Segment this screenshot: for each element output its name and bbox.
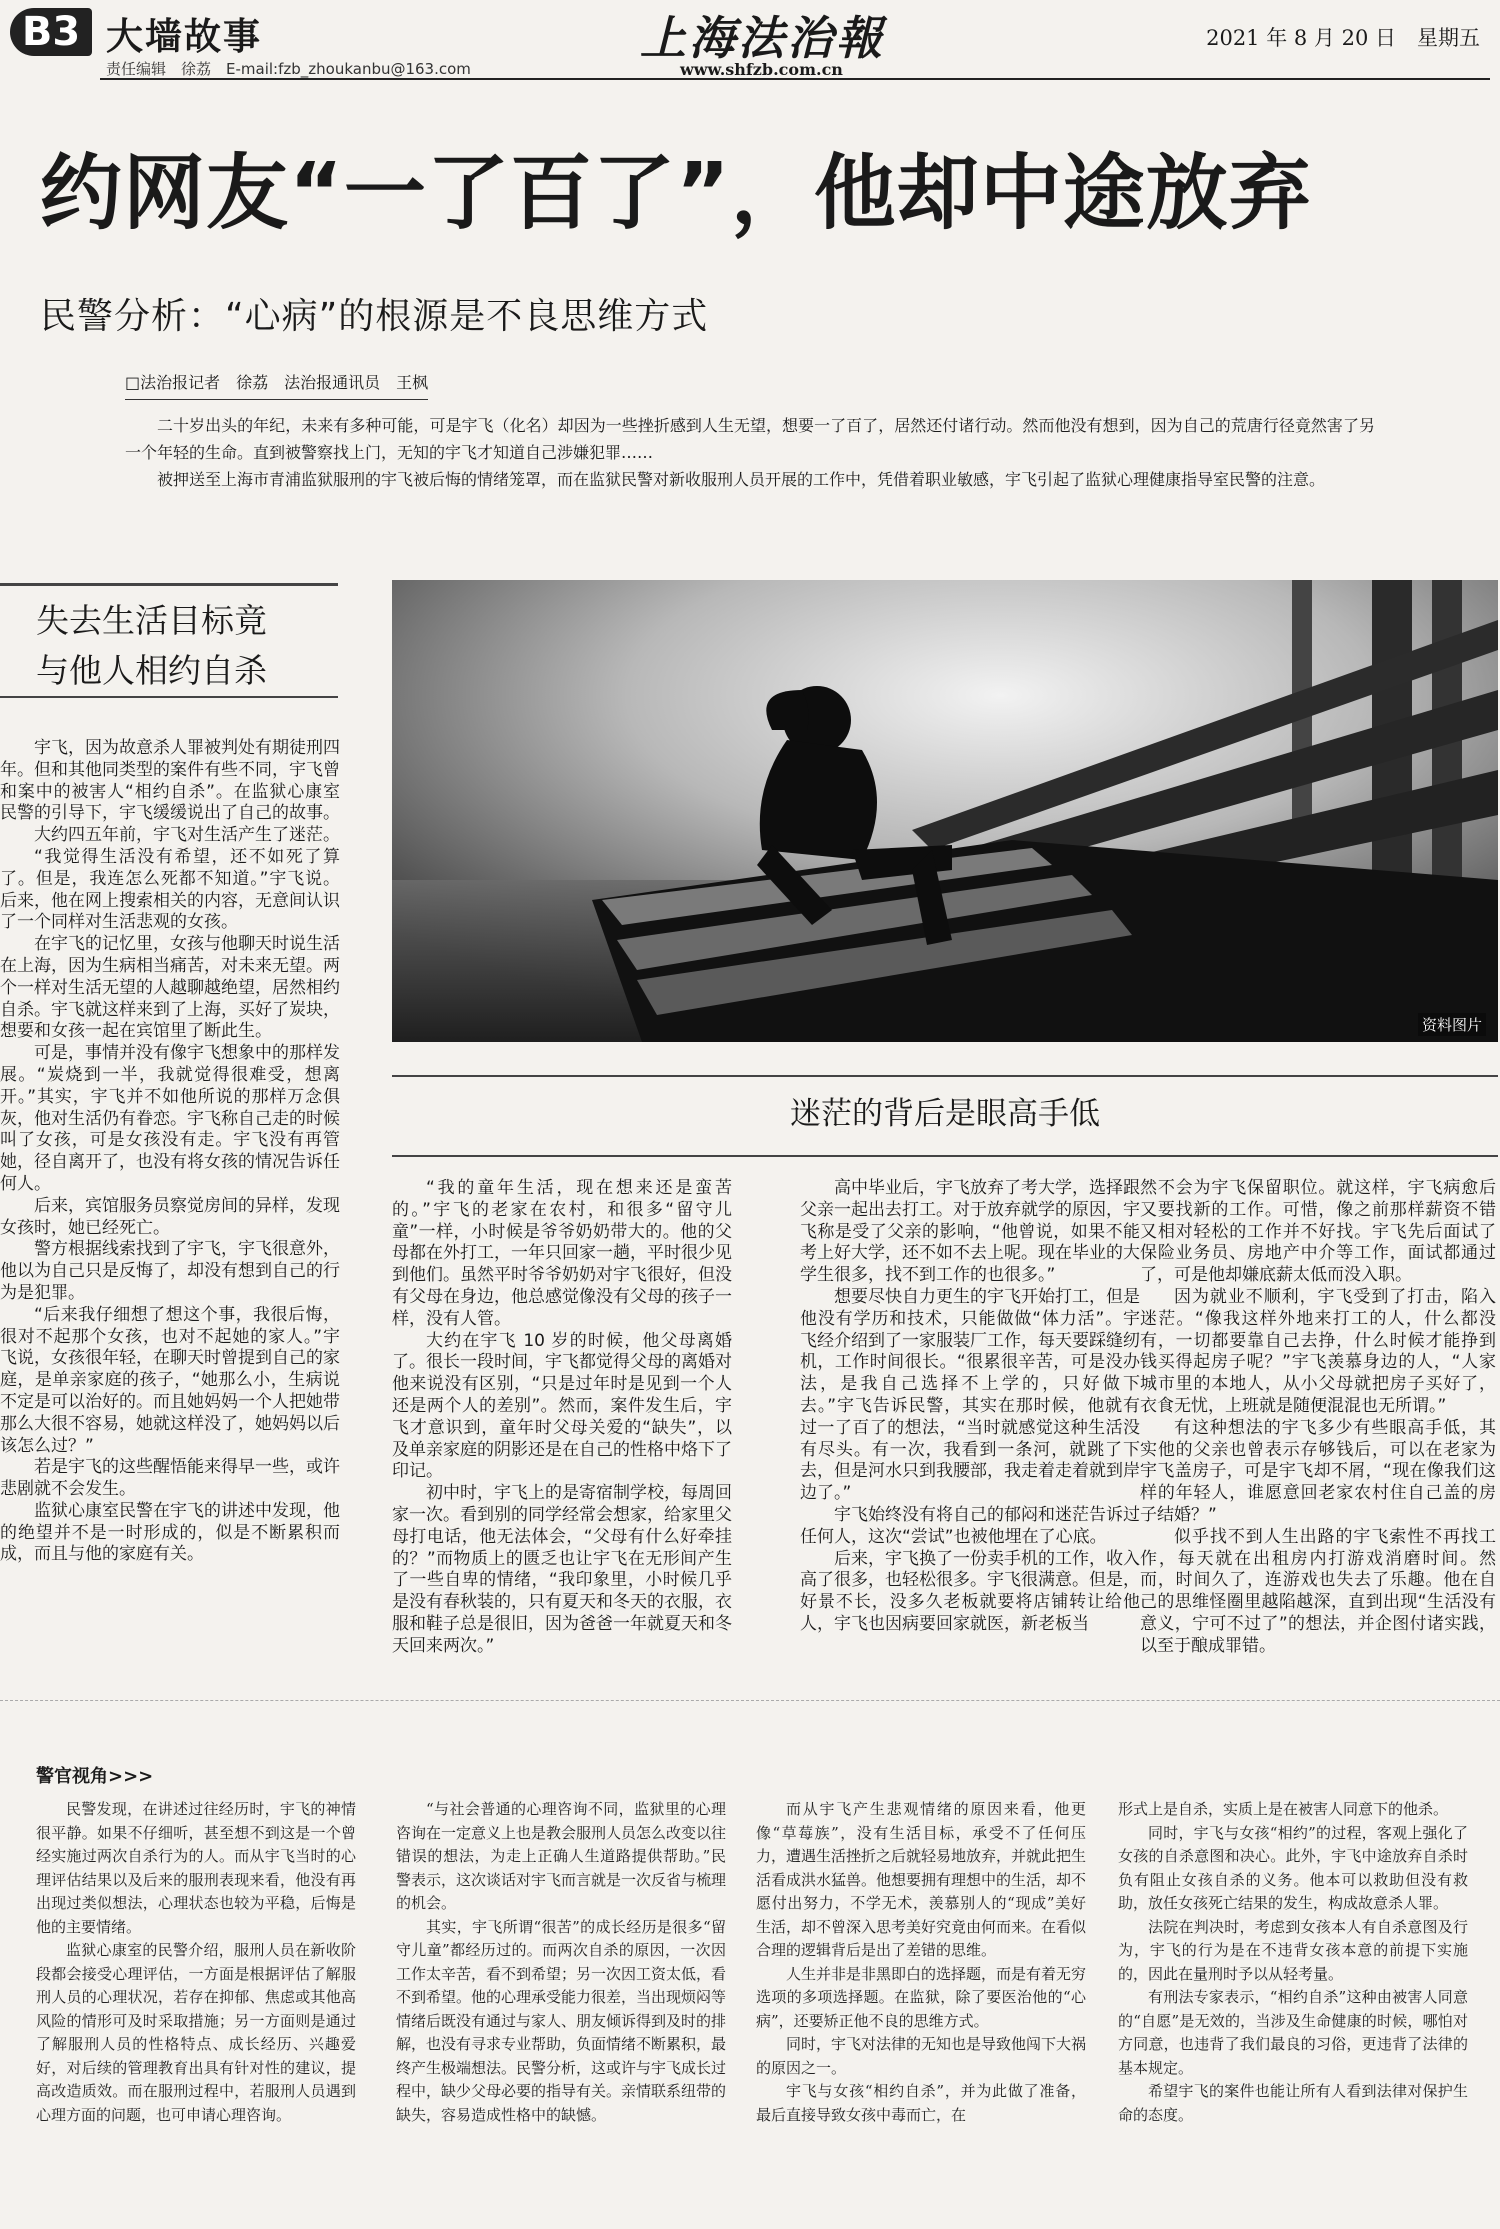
article-subhead: 民警分析：“心病”的根源是不良思维方式 (40, 296, 709, 337)
body-paragraph: 可是，事情并没有像宇飞想象中的那样发展。“炭烧到一半，我就觉得很难受，想离开。”其实，宇飞并不如他所说的那样万念俱灰，他对生活仍有眷恋。宇飞称自己走的时候叫了女孩，可是女孩没有走。宇飞没有再管她，径自离开了，也没有将女孩的情况告诉任何人。 (0, 1043, 340, 1194)
body-paragraph: “我的童年生活，现在想来还是蛮苦的。”宇飞的老家在农村，和很多“留守儿童”一样，小时候是爷爷奶奶带大的。他的父母都在外打工，一年只回家一趟，平时很少见到他们。虽然平时爷爷奶奶对宇飞很好，但没有父母在身边，他总感觉像没有父母的孩子一样，没有人管。 (392, 1178, 732, 1329)
body-paragraph: “后来我仔细想了想这个事，我很后悔，很对不起那个女孩，也对不起她的家人。”宇飞说，女孩很年轻，在聊天时曾提到自己的家庭，是单亲家庭的孩子，“她那么小，生病说不定是可以治好的。而且她妈妈一个人把她带那么大很不容易，她就这样没了，她妈妈以后该怎么过？” (0, 1304, 340, 1456)
man-on-bench-illustration (392, 580, 1498, 1042)
lead-paragraph: 被押送至上海市青浦监狱服刑的宇飞被后悔的情绪笼罩，而在监狱民警对新收服刑人员开展的工作中，凭借着职业敏感，宇飞引起了监狱心理健康指导室民警的注意。 (157, 470, 1326, 489)
sidebar-paragraph: 有刑法专家表示，“相约自杀”这种由被害人同意的“自愿”是无效的，当涉及生命健康的时候，哪怕对方同意，也违背了我们最良的习俗，更违背了法律的基本规定。 (1118, 1988, 1468, 2077)
body-paragraph: 宇飞始终没有将自己的郁闷和迷茫告诉过任何人，这次“尝试”也被他埋在了心底。 (800, 1504, 1140, 1547)
photo-credit: 资料图片 (1418, 1013, 1486, 1036)
body-column-3 (800, 1178, 1140, 1636)
sidebar-column-1 (36, 1798, 356, 2127)
section-title: 大墙故事 (106, 15, 262, 58)
sidebar-title: 警官视角>>> (36, 1766, 154, 1787)
editor-credit: 责任编辑 徐荔 E-mail:fzb_zhoukanbu@163.com (106, 60, 471, 78)
body-paragraph: 高中毕业后，宇飞放弃了考大学，选择跟父亲一起出去打工。对于放弃就学的原因，宇飞称是受了父亲的影响，“他曾说，如果不能考上好大学，还不如不去上呢。现在毕业的大学生很多，找不到工作的也很多。” (800, 1178, 1140, 1286)
body-paragraph: 监狱心康室民警在宇飞的讲述中发现，他的绝望并不是一时形成的，似是不断累积而成，而且与他的家庭有关。 (0, 1500, 340, 1565)
sidebar-paragraph: 同时，宇飞与女孩“相约”的过程，客观上强化了女孩的自杀意图和决心。此外，宇飞中途放弃自杀时负有阻止女孩自杀的义务。他本可以救助但没有救助，放任女孩死亡结果的发生，构成故意杀人罪。 (1118, 1823, 1468, 1912)
body-paragraph: 想要尽快自力更生的宇飞开始打工，但是他没有学历和技术，只能做做“体力活”。宇飞经介绍到了一家服装厂工作，每天要踩缝纫机，工作时间很长。“很累很辛苦，可是没办法，是我自己选择不上学的，只好做下去。”宇飞告诉民警，其实在那时候，他就有过一了百了的想法，“当时就感觉这种生活没有尽头。有一次，我看到一条河，就跳了下去，但是河水只到我腰部，我走着走着就到岸边了。” (800, 1286, 1140, 1504)
sidebar-paragraph: 宇飞与女孩“相约自杀”，并为此做了准备，最后直接导致女孩中毒而亡，在 (756, 2082, 1086, 2124)
body-paragraph: 然不会为宇飞保留职位。就这样，宇飞病愈后又要找新的工作。可惜，像之前那样薪资不错又相对轻松的工作并不好找。宇飞先后面试了保险业务员、房地产中介等工作，面试都通过了，可是他却嫌底薪太低而没入职。 (1140, 1178, 1496, 1286)
body-column-1 (0, 738, 340, 1566)
sidebar-paragraph: 法院在判决时，考虑到女孩本人有自杀意图及行为，宇飞的行为是在不违背女孩本意的前提下实施的，因此在量刑时予以从轻考量。 (1118, 1917, 1468, 1983)
body-paragraph: 大约在宇飞 10 岁的时候，他父母离婚了。很长一段时间，宇飞都觉得父母的离婚对他来说没有区别，“只是过年时是见到一个人还是两个人的差别”。然而，案件发生后，宇飞才意识到，童年时父母关爱的“缺失”，以及单亲家庭的阴影还是在自己的性格中烙下了印记。 (392, 1330, 732, 1482)
body-column-2 (392, 1178, 732, 1658)
section2-title: 迷茫的背后是眼高手低 (790, 1096, 1100, 1132)
body-paragraph: 有这种想法的宇飞多少有些眼高手低，其实他的父亲也曾表示存够钱后，可以在老家为宇飞盖房子，可是宇飞却不屑，“现在像我们这样的年轻人，谁愿意回老家农村住自己盖的房子结婚？” (1140, 1417, 1496, 1525)
sidebar-column-2 (396, 1798, 726, 2127)
section1-title (36, 596, 267, 696)
sidebar-paragraph: 同时，宇飞对法律的无知也是导致他闯下大祸的原因之一。 (756, 2035, 1087, 2077)
body-paragraph: 警方根据线索找到了宇飞，宇飞很意外，他以为自己只是反悔了，却没有想到自己的行为是犯罪。 (0, 1239, 340, 1303)
newspaper-logo: 上海法治報 (640, 11, 885, 65)
sidebar-paragraph: 希望宇飞的案件也能让所有人看到法律对保护生命的态度。 (1118, 2082, 1468, 2124)
sidebar-column-4 (1118, 1798, 1468, 2127)
newspaper-url: www.shfzb.com.cn (680, 60, 843, 79)
body-paragraph: 宇飞，因为故意杀人罪被判处有期徒刑四年。但和其他同类型的案件有些不同，宇飞曾和案中的被害人“相约自杀”。在监狱心康室民警的引导下，宇飞缓缓说出了自己的故事。 (0, 738, 340, 824)
article-lead (125, 412, 1375, 493)
article-photo (392, 580, 1498, 1042)
article-headline: 约网友“一了百了”，他却中途放弃 (40, 146, 1312, 241)
lead-paragraph: 二十岁出头的年纪，未来有多种可能，可是宇飞（化名）却因为一些挫折感到人生无望，想要一了百了，居然还付诸行动。然而他没有想到，因为自己的荒唐行径竟然害了另一个年轻的生命。直到被警察找上门，无知的宇飞才知道自己涉嫌犯罪…… (125, 416, 1375, 462)
body-paragraph: “我觉得生活没有希望，还不如死了算了。但是，我连怎么死都不知道。”宇飞说。后来，他在网上搜索相关的内容，无意间认识了一个同样对生活悲观的女孩。 (0, 846, 340, 933)
issue-date: 2021 年 8 月 20 日 星期五 (1206, 26, 1480, 50)
sidebar-paragraph: 民警发现，在讲述过往经历时，宇飞的神情很平静。如果不仔细听，甚至想不到这是一个曾经实施过两次自杀行为的人。而从宇飞当时的心理评估结果以及后来的服刑表现来看，他没有再出现过类似想法，心理状态也较为平稳，后悔是他的主要情绪。 (36, 1800, 356, 1936)
section-badge: B3 (10, 8, 92, 56)
masthead-rule (100, 78, 1490, 80)
body-paragraph: 初中时，宇飞上的是寄宿制学校，每周回家一次。看到别的同学经常会想家，给家里父母打电话，他无法体会，“父母有什么好牵挂的？”而物质上的匮乏也让宇飞在无形间产生了一些自卑的情绪，“我印象里，小时候几乎是没有春秋装的，只有夏天和冬天的衣服，衣服和鞋子总是很旧，因为爸爸一年就夏天和冬天回来两次。” (392, 1483, 732, 1656)
body-paragraph: 大约四五年前，宇飞对生活产生了迷茫。 (34, 825, 340, 846)
body-paragraph: 后来，宇飞换了一份卖手机的工作，收入高了很多，也轻松很多。宇飞很满意。但是，好景不长，没多久老板就要将店铺转让给他人，宇飞也因病要回家就医，新老板当 (800, 1548, 1140, 1634)
sidebar-paragraph: 而从宇飞产生悲观情绪的原因来看，他更像“草莓族”，没有生活目标，承受不了任何压力，遭遇生活挫折之后就轻易地放弃，并就此把生活看成洪水猛兽。他想要拥有理想中的生活，却不愿付出努力，不学无术，羡慕别人的“现成”美好生活，却不曾深入思考美好究竟由何而来。在看似合理的逻辑背后是出了差错的思维。 (756, 1800, 1087, 1959)
sidebar-paragraph: 人生并非是非黑即白的选择题，而是有着无穷选项的多项选择题。在监狱，除了要医治他的“心病”，还要矫正他不良的思维方式。 (756, 1964, 1087, 2030)
sidebar-paragraph: “与社会普通的心理咨询不同，监狱里的心理咨询在一定意义上也是教会服刑人员怎么改变以往错误的想法，为走上正确人生道路提供帮助。”民警表示，这次谈话对宇飞而言就是一次反省与梳理的机会。 (396, 1800, 727, 1912)
section1-title-line: 与他人相约自杀 (36, 651, 267, 690)
sidebar-column-3 (756, 1798, 1086, 2127)
sidebar-paragraph: 监狱心康室的民警介绍，服刑人员在新收阶段都会接受心理评估，一方面是根据评估了解服刑人员的心理状况，若存在抑郁、焦虑或其他高风险的情形可及时采取措施；另一方面则是通过了解服刑人员的性格特点、成长经历、兴趣爱好，对后续的管理教育出具有针对性的建议，提高改造质效。而在服刑过程中，若服刑人员遇到心理方面的问题，也可申请心理咨询。 (36, 1941, 356, 2124)
body-paragraph: 后来，宾馆服务员察觉房间的异样，发现女孩时，她已经死亡。 (0, 1195, 340, 1238)
article-byline: □法治报记者 徐荔 法治报通讯员 王枫 (125, 370, 428, 400)
body-column-4 (1140, 1178, 1496, 1658)
sidebar-paragraph: 其实，宇飞所谓“很苦”的成长经历是很多“留守儿童”都经历过的。而两次自杀的原因，一次因工作太辛苦，看不到希望；另一次因工资太低，看不到希望。他的心理承受能力很差，当出现烦闷等情绪后既没有通过与家人、朋友倾诉得到及时的排解，也没有寻求专业帮助，负面情绪不断累积，最终产生极端想法。民警分析，这或许与宇飞成长过程中，缺少父母必要的指导有关。亲情联系纽带的缺失，容易造成性格中的缺憾。 (396, 1917, 727, 2124)
sidebar-paragraph: 形式上是自杀，实质上是在被害人同意下的他杀。 (1118, 1800, 1449, 1818)
body-paragraph: 若是宇飞的这些醒悟能来得早一些，或许悲剧就不会发生。 (0, 1457, 340, 1500)
body-paragraph: 因为就业不顺利，宇飞受到了打击，陷入迷茫。“像我这样外地来打工的人，什么都没有，一切都要靠自己去挣，什么时候才能挣到钱买得起房子呢？”宇飞羡慕身边的人，“人家城市里的本地人，从小父母就把房子买好了，衣食无忧，上班就是随便混混也无所谓。” (1140, 1286, 1496, 1416)
sidebar-divider (0, 1700, 1500, 1701)
body-paragraph: 在宇飞的记忆里，女孩与他聊天时说生活在上海，因为生病相当痛苦，对未来无望。两个一样对生活无望的人越聊越绝望，居然相约自杀。宇飞就这样来到了上海，买好了炭块，想要和女孩一起在宾馆里了断此生。 (0, 934, 340, 1042)
section1-title-line: 失去生活目标竟 (36, 601, 267, 640)
body-paragraph: 似乎找不到人生出路的宇飞索性不再找工作，每天就在出租房内打游戏消磨时间。然而，时间久了，连游戏也失去了乐趣。他在自己的思维怪圈里越陷越深，直到出现“生活没有意义，宁可不过了”的想法，并企图付诸实践，以至于酿成罪错。 (1140, 1526, 1496, 1656)
